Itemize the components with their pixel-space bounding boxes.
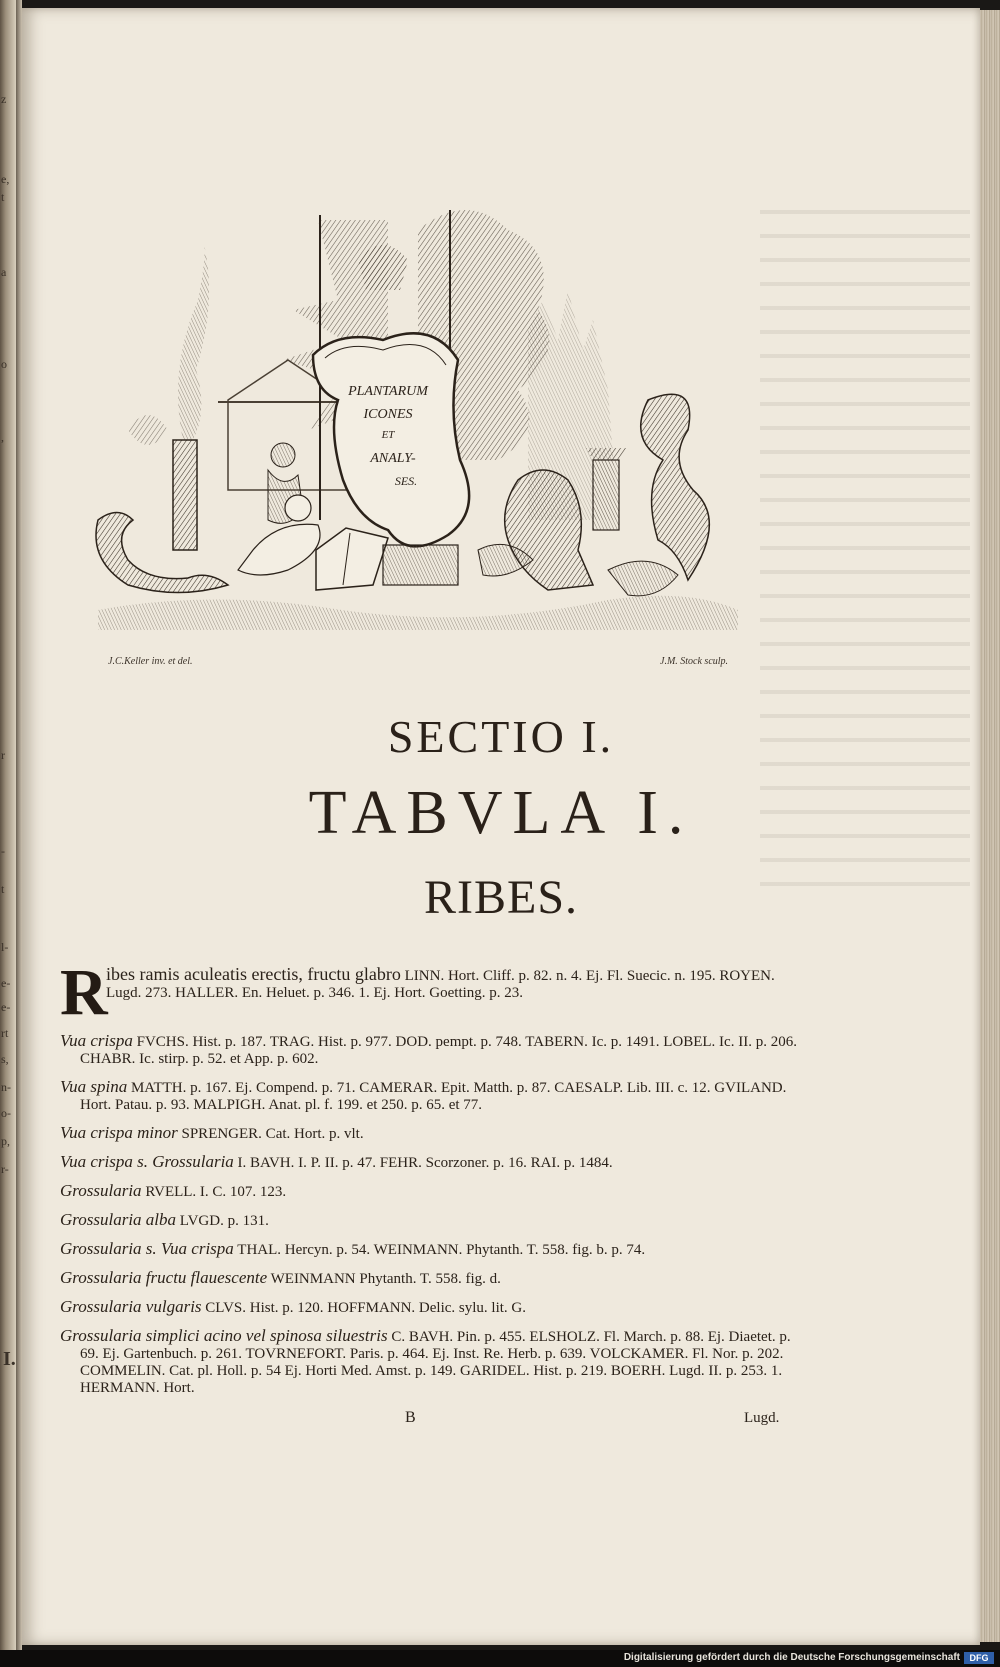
left-fragment: p, <box>1 1134 10 1148</box>
pillar-shape <box>173 440 197 550</box>
left-fragment: s, <box>1 1052 9 1066</box>
synonym-entry <box>60 1211 802 1230</box>
left-fragment: a <box>1 265 7 279</box>
left-fragment: I. <box>3 1348 16 1370</box>
entry-name: Grossularia fructu flauescente <box>60 1268 268 1287</box>
left-scroll-shape <box>96 513 228 593</box>
drop-cap: R <box>60 956 108 1029</box>
entry-name: Grossularia alba <box>60 1210 177 1229</box>
cartouche-line-5: SES. <box>394 474 418 488</box>
cartouche-line-2: ICONES <box>363 407 413 422</box>
left-fragment: n- <box>1 1080 11 1094</box>
synonym-entry <box>60 1078 802 1114</box>
left-fragment: rt <box>1 1026 9 1040</box>
dfg-logo-icon[interactable]: DFG <box>964 1652 994 1664</box>
left-page-fragments <box>0 0 16 1650</box>
vignette-illustration <box>88 190 748 670</box>
synonym-entry <box>60 1032 802 1068</box>
book-shape <box>316 528 388 590</box>
entry-name: Grossularia s. Vua crispa <box>60 1239 234 1258</box>
genus-heading: RIBES. <box>423 871 579 924</box>
entry-references: LINN. Hort. Cliff. p. 82. n. 4. Ej. Fl. Suecic. n. 195. ROYEN. Lugd. 273. HALLER. En. Heluet. p. 346. 1. Ej. Hort. Goetting. p. 23. <box>106 968 775 1001</box>
synonym-entry <box>60 956 802 1029</box>
entry-name: Grossularia <box>60 1181 142 1200</box>
ground-shape <box>98 596 738 630</box>
cartouche-line-3: ET <box>381 429 395 441</box>
left-fragment: - <box>1 844 5 858</box>
entry-name: Vua spina <box>60 1077 128 1096</box>
entry-name: Grossularia simplici acino vel spinosa siluestris <box>60 1326 388 1345</box>
left-fragment: z <box>1 92 7 106</box>
synonym-entry <box>60 1240 802 1259</box>
page-stack-edge <box>980 10 1000 1642</box>
section-heading: SECTIO I. <box>387 711 615 762</box>
synonym-entry <box>60 1298 802 1317</box>
entry-name: Vua crispa s. Grossularia <box>60 1152 234 1171</box>
left-fragment: t <box>1 882 5 896</box>
synonym-entry <box>60 1153 802 1172</box>
entry-references: RVELL. I. C. 107. 123. <box>141 1184 287 1200</box>
left-fragment: , <box>1 430 4 444</box>
left-fragment: t <box>1 190 5 204</box>
cartouche-line-4: ANALY- <box>370 451 416 466</box>
entry-references: FVCHS. Hist. p. 187. TRAG. Hist. p. 977. DOD. pempt. p. 748. TABERN. Ic. p. 1491. LOBEL. Ic. II. p. 206. CHABR. Ic. stirp. p. 52. et App. p. 602. <box>80 1034 797 1067</box>
synonym-entry <box>60 1327 802 1397</box>
entry-references: CLVS. Hist. p. 120. HOFFMANN. Delic. sylu. lit. G. <box>201 1300 527 1316</box>
funding-notice: Digitalisierung gefördert durch die Deutsche Forschungsgemeinschaft <box>623 1652 960 1663</box>
entry-references: WEINMANN Phytanth. T. 558. fig. d. <box>267 1271 501 1287</box>
entry-references: SPRENGER. Cat. Hort. p. vlt. <box>177 1126 364 1142</box>
left-fragment: l- <box>1 940 9 954</box>
entry-references: MATTH. p. 167. Ej. Compend. p. 71. CAMERAR. Epit. Matth. p. 87. CAESALP. Lib. III. c. 12. GVILAND. Hort. Patau. p. 93. MALPIGH. Anat. pl. f. 199. et 250. p. 65. et 77. <box>80 1080 787 1113</box>
left-fragment: e- <box>1 1000 11 1014</box>
entry-references: LVGD. p. 131. <box>176 1213 269 1229</box>
catchword: Lugd. <box>744 1410 780 1426</box>
entry-references: I. BAVH. I. P. II. p. 47. FEHR. Scorzoner. p. 16. RAI. p. 1484. <box>233 1155 613 1171</box>
entry-references: C. BAVH. Pin. p. 455. ELSHOLZ. Fl. March. p. 88. Ej. Diaetet. p. 69. Ej. Gartenbuch. p. 261. TOVRNEFORT. Paris. p. 464. Ej. Inst. Re. Herb. p. 639. VOLCKAMER. Fl. Nor. p. 202. COMMELIN. Cat. pl. Holl. p. 54 Ej. Horti Med. Amst. p. 149. GARIDEL. Hist. p. 219. BOERH. Lugd. II. p. 253. 1. HERMANN. Hort. <box>80 1329 791 1396</box>
entry-name: Grossularia vulgaris <box>60 1297 202 1316</box>
left-fragment: r <box>1 748 5 762</box>
engraving-credit-inventor: J.C.Keller inv. et del. <box>108 656 193 667</box>
cartouche-line-1: PLANTARUM <box>348 384 428 399</box>
entry-references: THAL. Hercyn. p. 54. WEINMANN. Phytanth. T. 558. fig. b. p. 74. <box>233 1242 646 1258</box>
engraved-vignette <box>88 190 748 670</box>
left-fragment: o <box>1 357 7 371</box>
left-fragment: r- <box>1 1162 9 1176</box>
left-fragment: e, <box>1 172 10 186</box>
plate-heading: TABVLA I. <box>308 779 694 847</box>
entry-name: Vua crispa minor <box>60 1123 178 1142</box>
signature-mark: B <box>405 1409 416 1426</box>
left-fragment: e- <box>1 976 11 990</box>
left-fragment: o- <box>1 1106 11 1120</box>
synonymy-text <box>60 956 802 1407</box>
engraving-credit-sculptor: J.M. Stock sculp. <box>660 656 729 667</box>
right-scroll-shape <box>641 394 710 580</box>
synonym-entry <box>60 1124 802 1143</box>
entry-name: ibes ramis aculeatis erectis, fructu glabro <box>106 964 401 984</box>
synonym-entry <box>60 1182 802 1201</box>
entry-name: Vua crispa <box>60 1031 133 1050</box>
synonym-entry <box>60 1269 802 1288</box>
